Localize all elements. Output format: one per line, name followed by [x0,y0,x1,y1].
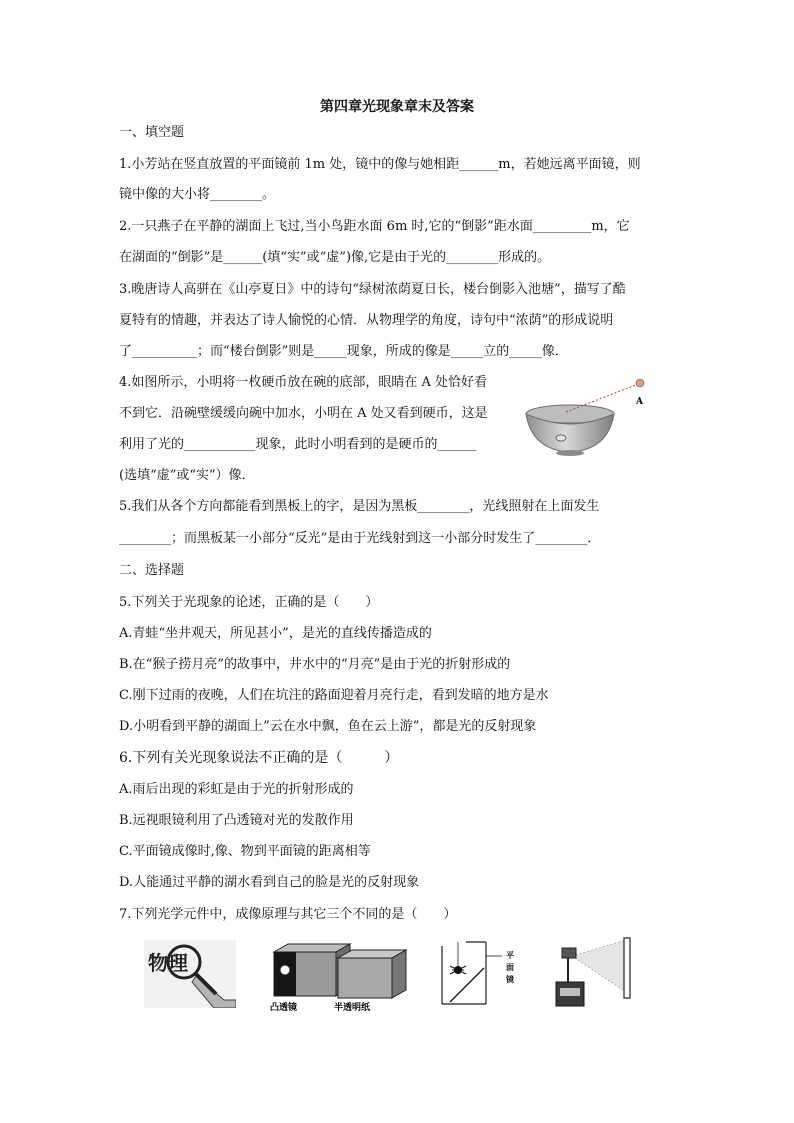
plane-mirror-figure [436,938,532,1010]
question-3-line-1: 3.晚唐诗人高骈在《山亭夏日》中的诗句“绿树浓荫夏日长，楼台倒影入池塘”，描写了酷 [119,282,626,297]
magnifier-figure [144,940,236,1008]
question-5-line-1: 5.我们从各个方向都能看到黑板上的字，是因为黑板________，光线照射在上面发生 [119,499,600,514]
section-choice: 二、选择题 [119,563,185,578]
choice-6-option-a: A.雨后出现的彩虹是由于光的折射形成的 [119,782,354,797]
choice-5-option-d: D.小明看到平静的湖面上”云在水中飘，鱼在云上游”，都是光的反射现象 [119,719,537,734]
lens-label: 凸透镜 [270,1003,298,1012]
bowl-figure [520,372,660,462]
question-4-line-4: (选填“虚”或“实”）像． [119,468,255,483]
question-3-line-3: 了__________；而“楼台倒影”则是_____现象，所成的像是_____立的_____像． [119,344,568,359]
question-5-line-2: ________；而黑板某一小部分“反光”是由于光线射到这一小部分时发生了________． [119,531,601,546]
choice-5-option-c: C.刚下过雨的夜晚，人们在坑注的路面迎着月亮行走，看到发暗的地方是水 [119,688,549,703]
choice-6-option-d: D.人能通过平静的湖水看到自己的脸是光的反射现象 [119,875,420,890]
projector-panel [560,988,580,996]
projector-head-icon [562,948,576,958]
mirror-label-1: 平 [506,951,514,960]
eye-point-icon [636,379,644,387]
coin-icon [556,435,566,441]
mirror-label-3: 镜 [506,975,514,984]
choice-6-stem: 6.下列有关光现象说法不正确的是（ ） [119,750,399,766]
question-2-line-2: 在湖面的“倒影”是______(填“实”或“虚”)像,它是由于光的________形成的。 [119,250,551,265]
section-fill-blank: 一、填空题 [119,125,185,140]
question-1-line-2: 镜中像的大小将________。 [119,187,276,202]
mirror-label-2: 面 [506,963,514,972]
question-3-line-2: 夏特有的情趣，并表达了诗人愉悦的心情．从物理学的角度，诗句中“浓荫”的形成说明 [119,313,614,328]
bowl-label-a: A [636,397,643,407]
question-4-line-3: 利用了光的___________现象，此时小明看到的是硬币的______ [119,437,477,452]
question-4-line-1: 4.如图所示，小明将一枚硬币放在碗的底部，眼睛在 A 处恰好看 [119,375,488,390]
page-title: 第四章光现象章末及答案 [320,99,474,115]
choice-6-option-b: B.远视眼镜利用了凸透镜对光的发散作用 [119,813,354,828]
question-4-line-2: 不到它．沿碗壁缓缓向碗中加水，小明在 A 处又看到硬币，这是 [119,406,488,421]
convex-lens-icon [280,965,290,975]
choice-6-option-c: C.平面镜成像时,像、物到平面镜的距离相等 [119,844,371,859]
choice-7-stem: 7.下列光学元件中，成像原理与其它三个不同的是（ ） [119,907,457,922]
projector-figure [552,934,636,1012]
box-right-front [338,958,392,998]
projection-screen [624,938,630,998]
camera-box-figure [268,940,412,1012]
question-1-line-1: 1.小芳站在竖直放置的平面镜前 1m 处，镜中的像与她相距______m，若她远离平面镜，则 [119,157,641,172]
choice-5-option-a: A.青蛙“坐井观天，所见甚小”，是光的直线传播造成的 [119,626,432,641]
bowl-foot [556,450,584,456]
choice-5-stem: 5.下列关于光现象的论述，正确的是（ ） [119,595,379,610]
box-right-side [392,950,406,998]
magnifier-text: 物理 [148,951,188,975]
choice-5-option-b: B.在“猴子捞月亮”的故事中，井水中的“月亮”是由于光的折射形成的 [119,657,511,672]
question-2-line-1: 2.一只燕子在平静的湖面上飞过,当小鸟距水面 6m 时,它的“倒影”距水面_________m，它 [119,219,630,234]
paper-label: 半透明纸 [334,1003,371,1012]
mirror-diagonal [450,968,484,1002]
